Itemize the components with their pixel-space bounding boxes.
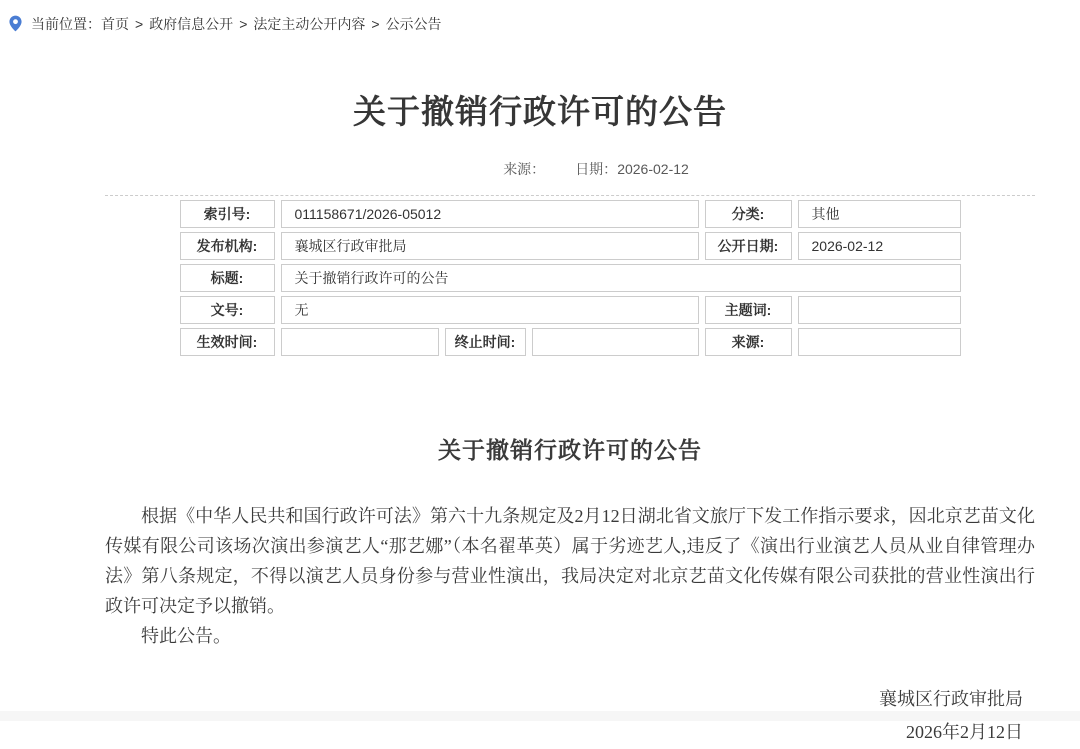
breadcrumb-location-label: 当前位置： [31, 15, 101, 32]
source-date-line [56, 159, 1080, 179]
meta-docno-label: 文号: [180, 296, 275, 324]
meta-pubdate-value: 2026-02-12 [798, 232, 961, 260]
breadcrumb-item-gov-info[interactable]: 政府信息公开 [149, 15, 234, 32]
breadcrumb-item-announcements[interactable]: 公示公告 [385, 15, 442, 32]
meta-docno-value: 无 [281, 296, 699, 324]
meta-index-value: 011158671/2026-05012 [281, 200, 699, 228]
meta-effective-value [281, 328, 439, 356]
meta-title-label: 标题: [180, 264, 275, 292]
meta-end-value [532, 328, 699, 356]
content-area [105, 195, 1035, 749]
date-value: 2026-02-12 [617, 161, 689, 177]
breadcrumb-separator: > [135, 15, 144, 32]
meta-category-label: 分类: [705, 200, 792, 228]
meta-title-value: 关于撤销行政许可的公告 [281, 264, 961, 292]
breadcrumb-item-disclosure[interactable]: 法定主动公开内容 [253, 15, 366, 32]
article-paragraph: 根据《中华人民共和国行政许可法》第六十九条规定及2月12日湖北省文旅厅下发工作指示要求，因北京艺苗文化传媒有限公司该场次演出参演艺人“那艺娜”（本名翟革英）属于劣迹艺人,违反了《演出行业演艺人员从业自律管理办法》第八条规定，不得以演艺人员身份参与营业性演出，我局决定对北京艺苗文化传媒有限公司获批的营业性演出行政许可决定予以撤销。 [105, 506, 1035, 616]
signature-date: 2026年2月12日 [906, 722, 1023, 742]
meta-end-label: 终止时间: [445, 328, 526, 356]
breadcrumb-separator: > [371, 15, 380, 32]
breadcrumb-item-home[interactable]: 首页 [101, 15, 129, 32]
page-title: 关于撤销行政许可的公告 [353, 93, 727, 130]
footer-strip [0, 711, 1080, 721]
date-label: 日期： [575, 161, 618, 177]
signature-agency: 襄城区行政审批局 [879, 689, 1023, 709]
article-body [105, 501, 1035, 651]
meta-category-value: 其他 [798, 200, 961, 228]
breadcrumb-separator: > [239, 15, 248, 32]
meta-keywords-value [798, 296, 961, 324]
source-label: 来源： [503, 161, 546, 177]
meta-index-label: 索引号: [180, 200, 275, 228]
article-paragraph: 特此公告。 [141, 626, 231, 646]
metadata-table [180, 200, 961, 356]
article-title: 关于撤销行政许可的公告 [438, 438, 702, 463]
meta-keywords-label: 主题词: [705, 296, 792, 324]
meta-effective-label: 生效时间: [180, 328, 275, 356]
location-pin-icon [8, 15, 23, 32]
dashed-divider [105, 195, 1035, 196]
meta-pubdate-label: 公开日期: [705, 232, 792, 260]
breadcrumb [0, 0, 1080, 34]
meta-source-label: 来源: [705, 328, 792, 356]
meta-agency-value: 襄城区行政审批局 [281, 232, 699, 260]
meta-source-value [798, 328, 961, 356]
meta-agency-label: 发布机构: [180, 232, 275, 260]
